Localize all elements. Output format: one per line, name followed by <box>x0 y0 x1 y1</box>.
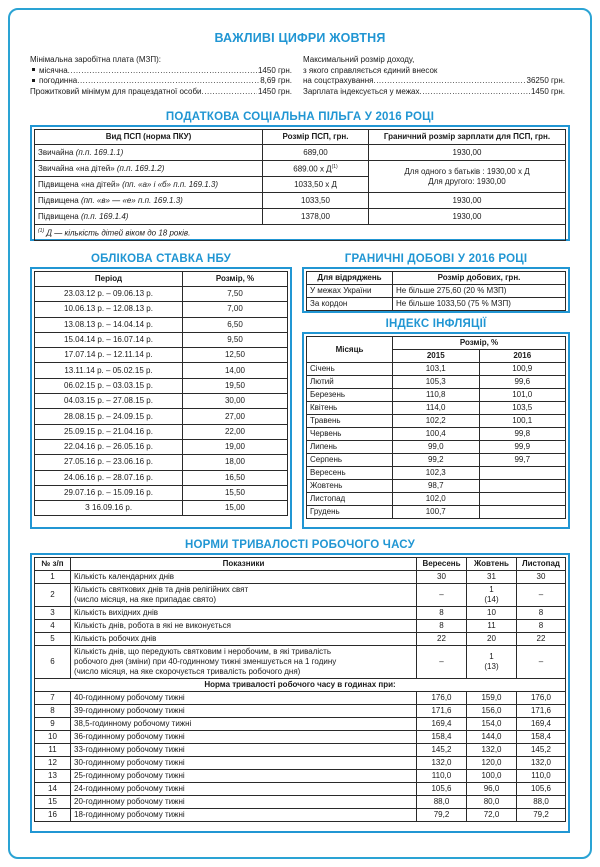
table-row <box>35 770 566 783</box>
daily-amount-cell: Не більше 275,60 (20 % МЗП) <box>393 285 566 298</box>
daily-table-box <box>302 267 570 313</box>
nbu-table-box <box>30 267 292 529</box>
sep-cell: 8 <box>417 620 467 633</box>
table-row <box>35 571 566 584</box>
sep-cell: 132,0 <box>417 757 467 770</box>
table-row <box>307 480 566 493</box>
nbu-period-cell: 23.03.12 р. – 09.06.13 р. <box>35 287 183 302</box>
nov-cell: 158,4 <box>517 731 566 744</box>
inflation-table <box>306 336 566 519</box>
indicator-cell: 30-годинному робочому тижні <box>71 757 417 770</box>
psp-header-amount: Розмір ПСП, грн. <box>263 130 369 145</box>
table-row <box>307 285 566 298</box>
indicator-cell: 40-годинному робочому тижні <box>71 692 417 705</box>
table-header-row <box>307 337 566 350</box>
page-title: ВАЖЛИВІ ЦИФРИ ЖОВТНЯ <box>214 31 386 45</box>
table-row <box>35 332 288 347</box>
oct-cell: 96,0 <box>467 783 517 796</box>
nbu-rate-cell: 27,00 <box>183 409 288 424</box>
oct-cell: 72,0 <box>467 809 517 822</box>
table-row <box>35 485 288 500</box>
table-row <box>35 317 288 332</box>
psp-header-limit: Граничний розмір зарплати для ПСП, грн. <box>369 130 566 145</box>
indicator-cell: 25-годинному робочому тижні <box>71 770 417 783</box>
row-number-cell: 15 <box>35 796 71 809</box>
nbu-rate-cell: 9,50 <box>183 332 288 347</box>
table-header-row <box>35 558 566 571</box>
nbu-period-cell: 28.08.15 р. – 24.09.15 р. <box>35 409 183 424</box>
subsistence-value: 1450 грн. <box>257 86 292 96</box>
table-row <box>35 646 566 679</box>
table-row <box>35 633 566 646</box>
nov-cell: 8 <box>517 620 566 633</box>
nov-cell: 176,0 <box>517 692 566 705</box>
sep-cell: 8 <box>417 607 467 620</box>
table-row <box>35 378 288 393</box>
nov-cell: 169,4 <box>517 718 566 731</box>
norm-title-cell: Норма тривалості робочого часу в годинах при: <box>35 679 566 692</box>
indicator-cell: Кількість вихідних днів <box>71 607 417 620</box>
table-row <box>307 389 566 402</box>
table-row <box>307 441 566 454</box>
inflation-2016-cell: 101,0 <box>479 389 566 402</box>
inflation-2015-cell: 102,2 <box>393 415 480 428</box>
inflation-month-cell: Листопад <box>307 493 393 506</box>
table-header-row <box>35 130 566 145</box>
table-row <box>35 348 288 363</box>
oct-cell: 132,0 <box>467 744 517 757</box>
inflation-header-month: Місяць <box>307 337 393 363</box>
nov-cell: 171,6 <box>517 705 566 718</box>
table-row: Підвищена (п.п. 169.1.4) 1378,00 1930,00 <box>35 209 566 225</box>
daily-destination-cell: У межах України <box>307 285 393 298</box>
hours-header-label: Показники <box>71 558 417 571</box>
sep-cell: – <box>417 584 467 607</box>
oct-cell: 120,0 <box>467 757 517 770</box>
table-row <box>307 415 566 428</box>
inflation-month-cell: Жовтень <box>307 480 393 493</box>
indicator-cell: Кількість святкових днів та днів релігійних свят (число місяця, на яке припадає свято) <box>71 584 417 607</box>
row-number-cell: 16 <box>35 809 71 822</box>
row-number-cell: 11 <box>35 744 71 757</box>
table-row <box>307 402 566 415</box>
sep-cell: 88,0 <box>417 796 467 809</box>
inflation-month-cell: Грудень <box>307 506 393 519</box>
indicator-cell: 33-годинному робочому тижні <box>71 744 417 757</box>
daily-destination-cell: За кордон <box>307 298 393 311</box>
nbu-header-period: Період <box>35 272 183 287</box>
key-figures-left <box>30 55 292 97</box>
hours-header-oct: Жовтень <box>467 558 517 571</box>
nbu-period-cell: 13.11.14 р. – 05.02.15 р. <box>35 363 183 378</box>
nbu-period-cell: 04.03.15 р. – 27.08.15 р. <box>35 394 183 409</box>
hours-header-num: № з/п <box>35 558 71 571</box>
inflation-month-cell: Березень <box>307 389 393 402</box>
row-number-cell: 2 <box>35 584 71 607</box>
inflation-2015-cell: 103,1 <box>393 363 480 376</box>
inflation-2016-cell <box>479 493 566 506</box>
table-row <box>35 424 288 439</box>
monthly-wage-row <box>30 66 292 77</box>
table-row <box>35 757 566 770</box>
nov-cell: – <box>517 584 566 607</box>
nbu-period-cell: 29.07.16 р. – 15.09.16 р. <box>35 485 183 500</box>
oct-cell: 144,0 <box>467 731 517 744</box>
hours-table-box <box>30 553 570 833</box>
oct-cell: 10 <box>467 607 517 620</box>
indexation-value: 1450 грн. <box>530 86 565 96</box>
psp-title: ПОДАТКОВА СОЦІАЛЬНА ПІЛЬГА У 2016 РОЦІ <box>165 111 435 123</box>
table-row <box>35 439 288 454</box>
sep-cell: 145,2 <box>417 744 467 757</box>
inflation-2016-cell: 99,7 <box>479 454 566 467</box>
inflation-2016-cell: 99,8 <box>479 428 566 441</box>
daily-header-amount: Розмір добових, грн. <box>393 272 566 285</box>
table-row <box>35 718 566 731</box>
table-row <box>307 454 566 467</box>
nbu-period-cell: 06.02.15 р. – 03.03.15 р. <box>35 378 183 393</box>
sep-cell: 176,0 <box>417 692 467 705</box>
inflation-month-cell: Серпень <box>307 454 393 467</box>
monthly-label: місячна <box>39 65 68 75</box>
table-row <box>35 809 566 822</box>
table-row <box>35 744 566 757</box>
sep-cell: – <box>417 646 467 679</box>
inflation-month-cell: Квітень <box>307 402 393 415</box>
table-row <box>35 783 566 796</box>
nbu-period-cell: 25.09.15 р. – 21.04.16 р. <box>35 424 183 439</box>
inflation-month-cell: Червень <box>307 428 393 441</box>
inflation-month-cell: Січень <box>307 363 393 376</box>
sep-cell: 169,4 <box>417 718 467 731</box>
footnote-row <box>35 225 566 241</box>
daily-header-trip: Для відряджень <box>307 272 393 285</box>
row-number-cell: 1 <box>35 571 71 584</box>
daily-table <box>306 271 566 311</box>
psp-footnote: $^{(1)}$ Д — кількість дітей віком до 18 років. <box>35 225 566 241</box>
sep-cell: 105,6 <box>417 783 467 796</box>
table-row <box>35 620 566 633</box>
monthly-value: 1450 грн. <box>257 65 292 75</box>
inflation-2015-cell: 110,8 <box>393 389 480 402</box>
nbu-period-cell: 13.08.13 р. – 14.04.14 р. <box>35 317 183 332</box>
key-figures-right <box>303 55 565 97</box>
nov-cell: 132,0 <box>517 757 566 770</box>
oct-cell: 159,0 <box>467 692 517 705</box>
indicator-cell: Кількість днів, що передують святковим і неробочим, в які тривалість робочого дня (зміни) при 40-годинному тижні зменшується на 1 годину (число місяця, на яке скорочується тривалість робочого дня) <box>71 646 417 679</box>
inflation-header-2016: 2016 <box>479 350 566 363</box>
inflation-2015-cell: 100,4 <box>393 428 480 441</box>
psp-merged-limit: Для одного з батьків : 1930,00 х Д Для другого: 1930,00 <box>369 161 566 193</box>
psp-table <box>34 129 566 241</box>
table-row <box>307 428 566 441</box>
nbu-period-cell: 22.04.16 р. – 26.05.16 р. <box>35 439 183 454</box>
table-row <box>35 455 288 470</box>
table-row: Підвищена (пп. «в» — «е» п.п. 169.1.3) 1033,50 1930,00 <box>35 193 566 209</box>
nbu-header-rate: Розмір, % <box>183 272 288 287</box>
bullet-icon <box>32 68 35 71</box>
oct-cell: 1 (14) <box>467 584 517 607</box>
indicator-cell: Кількість днів, робота в які не виконується <box>71 620 417 633</box>
inflation-2016-cell <box>479 467 566 480</box>
oct-cell: 100,0 <box>467 770 517 783</box>
inflation-2016-cell: 99,6 <box>479 376 566 389</box>
hourly-wage-row <box>30 76 292 87</box>
inflation-2015-cell: 98,7 <box>393 480 480 493</box>
nov-cell: 110,0 <box>517 770 566 783</box>
nbu-rate-cell: 19,00 <box>183 439 288 454</box>
nbu-period-cell: 27.05.16 р. – 23.06.16 р. <box>35 455 183 470</box>
inflation-2016-cell <box>479 506 566 519</box>
max-income-row <box>303 76 565 87</box>
max-income-line2: з якого справляється єдиний внесок <box>303 65 438 75</box>
nbu-rate-cell: 12,50 <box>183 348 288 363</box>
table-row <box>307 493 566 506</box>
table-row <box>35 796 566 809</box>
row-number-cell: 7 <box>35 692 71 705</box>
indicator-cell: Кількість робочих днів <box>71 633 417 646</box>
table-row <box>35 470 288 485</box>
hours-title: НОРМИ ТРИВАЛОСТІ РОБОЧОГО ЧАСУ <box>184 539 415 551</box>
nov-cell: 79,2 <box>517 809 566 822</box>
table-row <box>35 731 566 744</box>
nov-cell: 88,0 <box>517 796 566 809</box>
inflation-2015-cell: 99,2 <box>393 454 480 467</box>
table-row <box>35 287 288 302</box>
table-row <box>307 376 566 389</box>
row-number-cell: 8 <box>35 705 71 718</box>
nbu-table <box>34 271 288 516</box>
oct-cell: 31 <box>467 571 517 584</box>
oct-cell: 156,0 <box>467 705 517 718</box>
nbu-rate-cell: 6,50 <box>183 317 288 332</box>
nbu-period-cell: 24.06.16 р. – 28.07.16 р. <box>35 470 183 485</box>
inflation-title: ІНДЕКС ІНФЛЯЦІЇ <box>385 318 487 330</box>
table-row: Підвищена «на дітей» (пп. «а» і «б» п.п. 169.1.3) 1033,50 х Д <box>35 177 566 193</box>
inflation-2015-cell: 102,3 <box>393 467 480 480</box>
row-number-cell: 12 <box>35 757 71 770</box>
table-row <box>35 679 566 692</box>
inflation-month-cell: Липень <box>307 441 393 454</box>
row-number-cell: 13 <box>35 770 71 783</box>
row-number-cell: 6 <box>35 646 71 679</box>
sep-cell: 22 <box>417 633 467 646</box>
nbu-title: ОБЛІКОВА СТАВКА НБУ <box>90 253 232 265</box>
nbu-rate-cell: 18,00 <box>183 455 288 470</box>
table-row <box>307 506 566 519</box>
nov-cell: 8 <box>517 607 566 620</box>
inflation-2016-cell <box>479 480 566 493</box>
row-number-cell: 10 <box>35 731 71 744</box>
nbu-period-cell: З 16.09.16 р. <box>35 501 183 516</box>
indicator-cell: 38,5-годинному робочому тижні <box>71 718 417 731</box>
nbu-period-cell: 15.04.14 р. – 16.07.14 р. <box>35 332 183 347</box>
sep-cell: 79,2 <box>417 809 467 822</box>
sep-cell: 110,0 <box>417 770 467 783</box>
inflation-month-cell: Лютий <box>307 376 393 389</box>
inflation-2015-cell: 105,3 <box>393 376 480 389</box>
table-header-row <box>35 272 288 287</box>
min-wage-label: Мінімальна заробітна плата (МЗП): <box>30 55 161 64</box>
inflation-2015-cell: 114,0 <box>393 402 480 415</box>
row-number-cell: 5 <box>35 633 71 646</box>
max-income-label: на соцстрахування <box>303 76 374 85</box>
oct-cell: 80,0 <box>467 796 517 809</box>
nbu-rate-cell: 30,00 <box>183 394 288 409</box>
nbu-rate-cell: 7,50 <box>183 287 288 302</box>
hours-table <box>34 557 566 822</box>
nbu-rate-cell: 15,00 <box>183 501 288 516</box>
table-row <box>307 467 566 480</box>
indexation-row <box>303 87 565 98</box>
inflation-2015-cell: 99,0 <box>393 441 480 454</box>
bullet-icon <box>32 79 35 82</box>
nbu-rate-cell: 22,00 <box>183 424 288 439</box>
indexation-label: Зарплата індексується у межах <box>303 86 420 96</box>
table-row: Звичайна «на дітей» (п.п. 169.1.2) 689.00 х $Д^{(1)}$ Для одного з батьків : 1930,00 х Д Для другого: 1930,00 <box>35 161 566 177</box>
nov-cell: 105,6 <box>517 783 566 796</box>
row-number-cell: 4 <box>35 620 71 633</box>
max-income-value: 36250 грн. <box>526 76 565 85</box>
nbu-rate-cell: 14,00 <box>183 363 288 378</box>
table-row <box>35 692 566 705</box>
psp-header-type: Вид ПСП (норма ПКУ) <box>35 130 263 145</box>
hourly-value: 8,69 грн. <box>260 76 292 85</box>
hourly-label: погодинна <box>39 76 78 85</box>
row-number-cell: 3 <box>35 607 71 620</box>
inflation-2015-cell: 100,7 <box>393 506 480 519</box>
subsistence-label: Прожитковий мінімум для працездатної особи <box>30 86 202 96</box>
sep-cell: 171,6 <box>417 705 467 718</box>
oct-cell: 11 <box>467 620 517 633</box>
inflation-2016-cell: 100,9 <box>479 363 566 376</box>
indicator-cell: 39-годинному робочому тижні <box>71 705 417 718</box>
inflation-header-2015: 2015 <box>393 350 480 363</box>
indicator-cell: 36-годинному робочому тижні <box>71 731 417 744</box>
inflation-month-cell: Вересень <box>307 467 393 480</box>
table-header-row <box>307 272 566 285</box>
nov-cell: 22 <box>517 633 566 646</box>
table-row <box>35 394 288 409</box>
row-number-cell: 9 <box>35 718 71 731</box>
inflation-2015-cell: 102,0 <box>393 493 480 506</box>
hours-header-nov: Листопад <box>517 558 566 571</box>
row-number-cell: 14 <box>35 783 71 796</box>
nbu-rate-cell: 16,50 <box>183 470 288 485</box>
oct-cell: 20 <box>467 633 517 646</box>
nov-cell: 145,2 <box>517 744 566 757</box>
table-row <box>35 501 288 516</box>
sep-cell: 158,4 <box>417 731 467 744</box>
inflation-2016-cell: 100,1 <box>479 415 566 428</box>
max-income-line1: Максимальний розмір доходу, <box>303 55 415 64</box>
sep-cell: 30 <box>417 571 467 584</box>
subsistence-row <box>30 87 292 98</box>
nbu-period-cell: 17.07.14 р. – 12.11.14 р. <box>35 348 183 363</box>
psp-table-box <box>30 125 570 241</box>
daily-title: ГРАНИЧНІ ДОБОВІ У 2016 РОЦІ <box>344 253 528 265</box>
indicator-cell: 20-годинному робочому тижні <box>71 796 417 809</box>
oct-cell: 1 (13) <box>467 646 517 679</box>
table-row <box>35 584 566 607</box>
nbu-rate-cell: 19,50 <box>183 378 288 393</box>
inflation-month-cell: Травень <box>307 415 393 428</box>
table-row <box>35 409 288 424</box>
table-row <box>35 607 566 620</box>
table-row <box>35 302 288 317</box>
nbu-period-cell: 10.06.13 р. – 12.08.13 р. <box>35 302 183 317</box>
table-row <box>35 363 288 378</box>
inflation-2016-cell: 99,9 <box>479 441 566 454</box>
hours-header-sep: Вересень <box>417 558 467 571</box>
inflation-table-box <box>302 332 570 529</box>
indicator-cell: 24-годинному робочому тижні <box>71 783 417 796</box>
table-row <box>35 705 566 718</box>
nov-cell: 30 <box>517 571 566 584</box>
oct-cell: 154,0 <box>467 718 517 731</box>
indicator-cell: Кількість календарних днів <box>71 571 417 584</box>
indicator-cell: 18-годинному робочому тижні <box>71 809 417 822</box>
table-row <box>307 363 566 376</box>
inflation-header-size: Розмір, % <box>393 337 566 350</box>
nbu-rate-cell: 15,50 <box>183 485 288 500</box>
nov-cell: – <box>517 646 566 679</box>
table-row: Звичайна (п.п. 169.1.1) 689,00 1930,00 <box>35 145 566 161</box>
table-row <box>307 298 566 311</box>
inflation-2016-cell: 103,5 <box>479 402 566 415</box>
nbu-rate-cell: 7,00 <box>183 302 288 317</box>
daily-amount-cell: Не більше 1033,50 (75 % МЗП) <box>393 298 566 311</box>
